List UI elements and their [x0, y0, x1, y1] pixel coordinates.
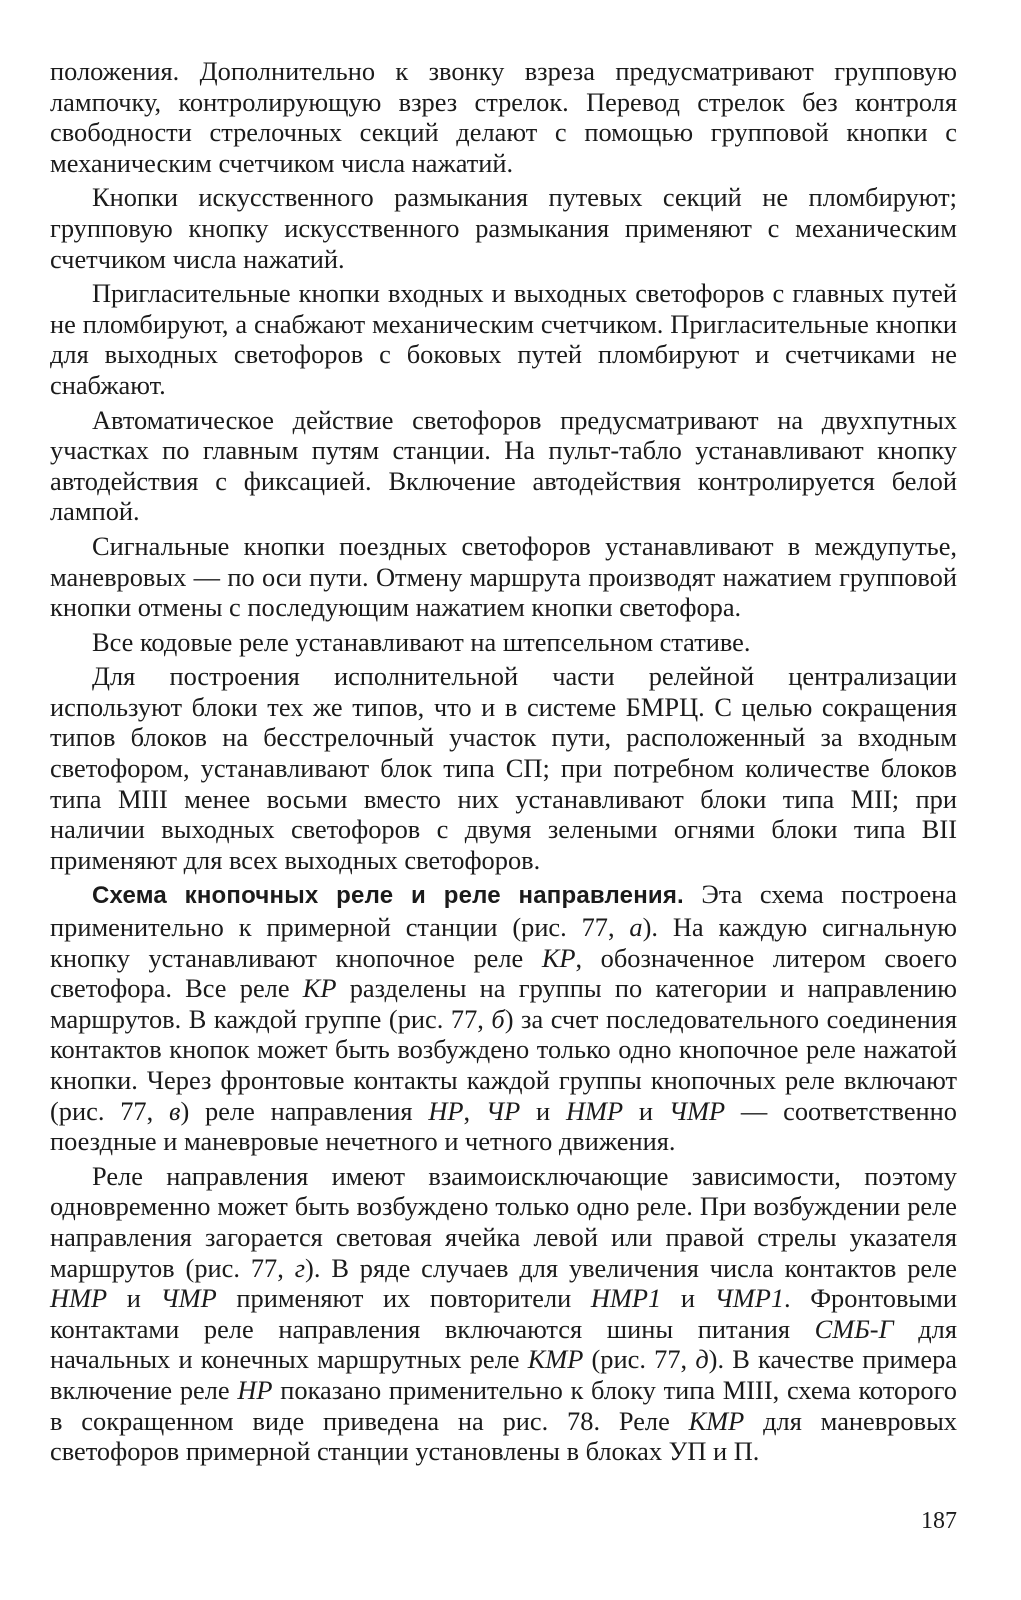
text-run: Для построения исполнительной части релейной централизации используют блоки тех же типов, что и в системе БМРЦ. С целью сокращения типов блоков на бесстрелочный участок пути, расположенный за входным светофором, устанавливают блок типа СП; при потребном количестве блоков типа МIII менее восьми вместо них устанавливают блоки типа МII; при наличии выходных светофоров с двумя зелеными огнями блоки типа ВII применяют для всех выходных светофоров.: [50, 661, 957, 875]
italic-term: НМР: [565, 1095, 624, 1126]
italic-term: НМР1: [590, 1283, 662, 1314]
italic-term: КМР: [527, 1344, 584, 1375]
italic-term: КМР: [688, 1405, 745, 1436]
text-run: ). На каждую сигнальную кнопку устанавливают кнопочное реле: [50, 912, 957, 973]
text-run: и: [520, 1095, 566, 1126]
text-run: , обозначенное литером своего светофора. Все реле: [50, 942, 958, 1004]
paragraph-1: [50, 56, 957, 178]
italic-term: ЧМР: [160, 1283, 217, 1314]
text-run: Кнопки искусственного размыкания путевых секций не пломбируют; групповую кнопку искусственного размыкания применяют с механическим счетчиком числа нажатий.: [50, 182, 957, 274]
paragraph-5: [50, 531, 957, 623]
paragraph-9: [50, 1161, 957, 1467]
section-heading: Схема кнопочных реле и реле направления.: [92, 882, 684, 910]
text-run: и: [623, 1095, 669, 1126]
text-run: ). В ряде случаев для увеличения числа контактов реле: [305, 1252, 957, 1283]
text-run: применяют их повторители: [216, 1283, 591, 1314]
text-run: показано применительно к блоку типа МIII, схема которого в сокращенном виде приведена на рис. 78. Реле: [50, 1374, 957, 1436]
italic-term: НМР: [50, 1283, 108, 1314]
page-number: 187: [921, 1508, 957, 1534]
italic-term: НР: [237, 1374, 273, 1405]
paragraph-2: [50, 182, 957, 274]
text-run: — соответственно поездные и маневровые нечетного и четного движения.: [50, 1095, 957, 1157]
italic-term: д: [695, 1344, 709, 1375]
text-run: Сигнальные кнопки поездных светофоров устанавливают в междупутье, маневровых — по оси пути. Отмену маршрута производят нажатием групповой кнопки отмены с последующим нажатием кнопки светофора.: [50, 530, 957, 623]
paragraph-8: [50, 879, 957, 1156]
text-run: и: [107, 1283, 161, 1314]
text-run: ) реле направления: [180, 1095, 429, 1126]
italic-term: а: [629, 912, 643, 943]
text-run: Реле направления имеют взаимоисключающие зависимости, поэтому одновременно может быть возбуждено только одно реле. При возбуждении реле направления загорается световая ячейка левой или правой стрелы указателя маршрутов (рис. 77,: [50, 1160, 957, 1283]
text-run: для маневровых светофоров примерной станции установлены в блоках УП и П.: [50, 1405, 957, 1467]
italic-term: ЧР: [485, 1095, 521, 1126]
text-run: и: [661, 1283, 715, 1314]
text-run: Автоматическое действие светофоров предусматривают на двухпутных участках по главным путям станции. На пульт-табло устанавливают кнопку автодействия с фиксацией. Включение автодействия контролируется белой лампой.: [50, 404, 957, 527]
paragraph-4: [50, 405, 957, 527]
page-body: [50, 56, 957, 1467]
text-run: (рис. 77,: [583, 1344, 696, 1375]
italic-term: КР: [302, 973, 337, 1004]
text-run: Пригласительные кнопки входных и выходных светофоров с главных путей не пломбируют, а снабжают механическим счетчиком. Пригласительные кнопки для выходных светофоров с боковых путей пломбируют и счетчиками не снабжают.: [50, 278, 957, 400]
text-run: ,: [463, 1095, 486, 1126]
italic-term: г: [294, 1252, 306, 1283]
italic-term: НР: [428, 1095, 464, 1126]
italic-term: КР: [541, 942, 576, 973]
text-run: Эта схема построена применительно к примерной станции (рис. 77,: [50, 879, 957, 943]
text-run: ) за счет последовательного соединения контактов кнопок может быть возбуждено только одно кнопочное реле нажатой кнопки. Через фронтовые контакты каждой группы кнопочных реле включают (рис. 77,: [50, 1003, 957, 1126]
paragraph-6: [50, 627, 957, 658]
text-run: разделены на группы по категории и направлению маршрутов. В каждой группе (рис. 77,: [50, 973, 957, 1034]
italic-term: б: [491, 1003, 505, 1034]
text-run: положения. Дополнительно к звонку взреза предусматривают групповую лампочку, контролирующую взрез стрелок. Перевод стрелок без контроля свободности стрелочных секций делают с помощью групповой кнопки с механическим счетчиком числа нажатий.: [50, 56, 957, 178]
italic-term: в: [169, 1095, 181, 1126]
paragraph-3: [50, 278, 957, 400]
italic-term: СМБ-Г: [814, 1313, 894, 1344]
text-run: . Фронтовыми контактами реле направления включаются шины питания: [50, 1283, 957, 1344]
text-run: ). В качестве примера включение реле: [50, 1344, 957, 1405]
italic-term: ЧМР1: [714, 1283, 785, 1314]
text-run: Все кодовые реле устанавливают на штепсельном стативе.: [92, 626, 751, 657]
italic-term: ЧМР: [668, 1095, 726, 1126]
paragraph-7: [50, 661, 957, 875]
text-run: для начальных и конечных маршрутных реле: [50, 1313, 957, 1375]
